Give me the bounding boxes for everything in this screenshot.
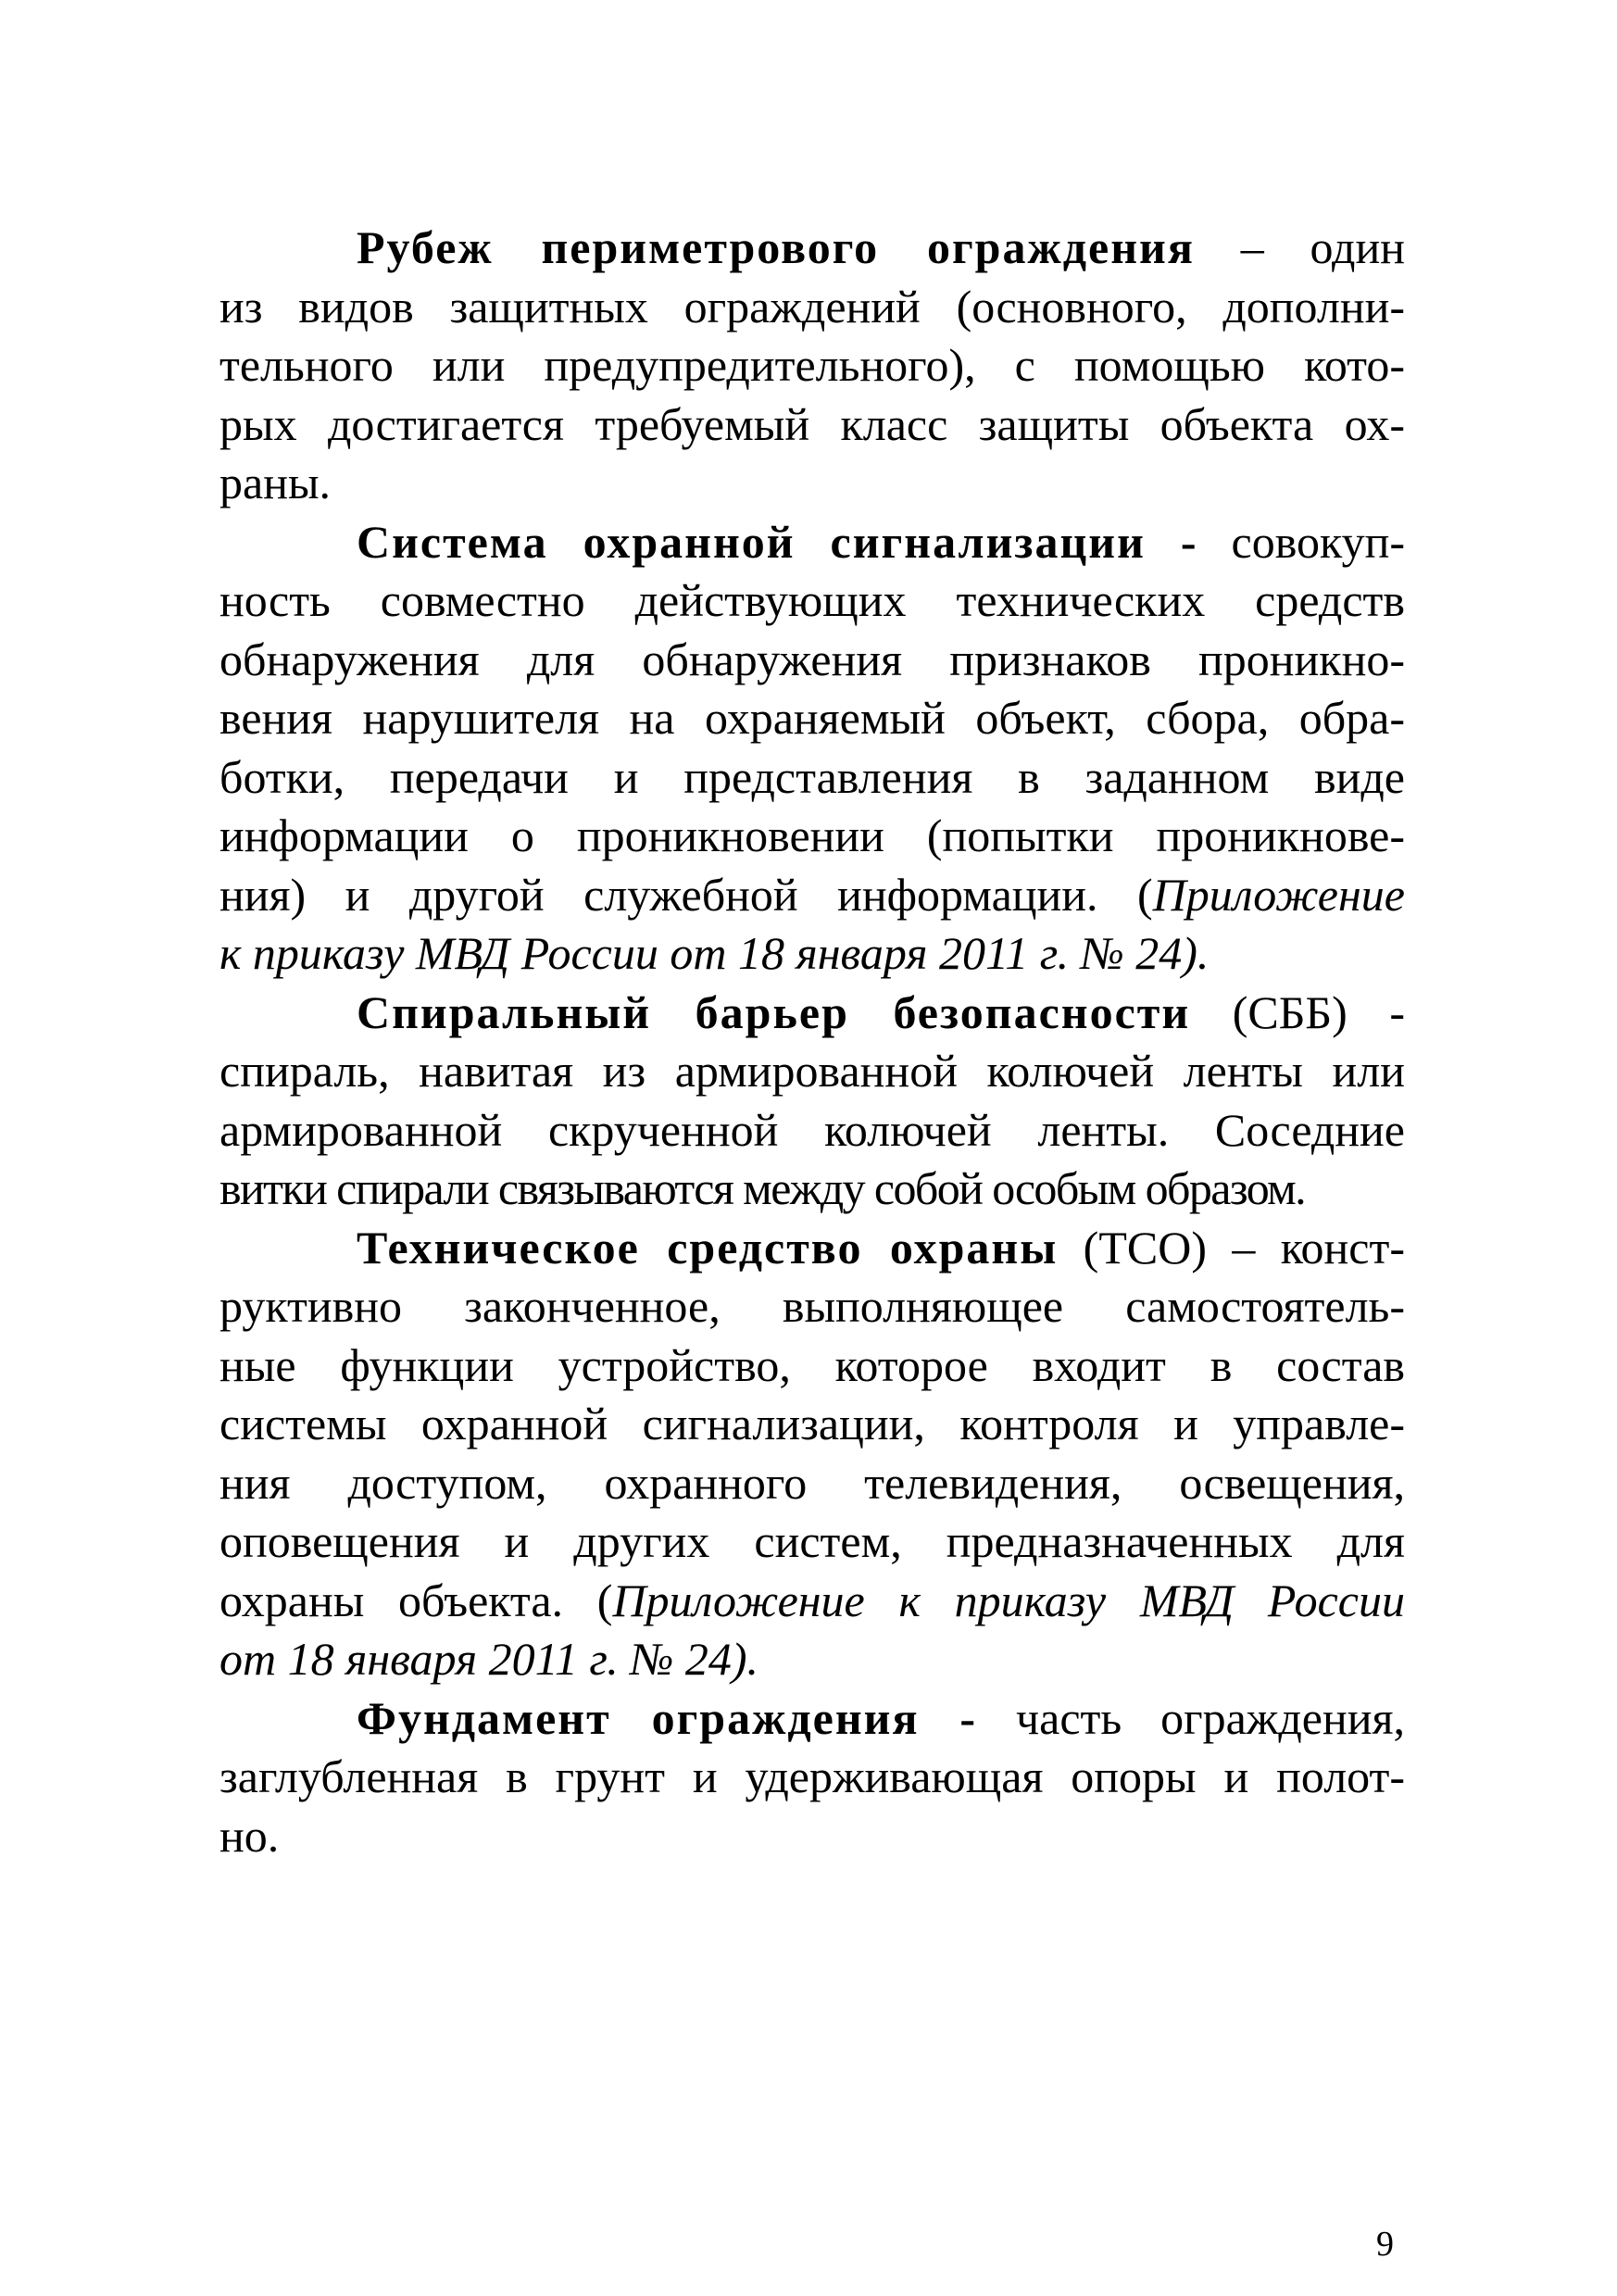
text-line (219, 454, 1405, 513)
text-segment: рых достигается требуемый класс защиты объекта ох- (219, 397, 1405, 450)
text-line (219, 631, 1405, 690)
text-line (219, 1512, 1405, 1572)
text-segment: системы охранной сигнализации, контроля и управле- (219, 1398, 1405, 1449)
text-line (219, 1807, 1405, 1866)
defined-term: Спиральный барьер безопасности (357, 985, 1191, 1038)
definition-paragraph (219, 984, 1405, 1219)
text-segment: (СББ) - (1190, 985, 1405, 1038)
text-line (219, 1630, 1405, 1689)
text-segment: часть ограждения, (977, 1691, 1405, 1744)
text-body (219, 219, 1405, 1865)
text-line (219, 1219, 1405, 1278)
text-segment: ность совместно действующих технических средств (219, 574, 1405, 626)
definition-paragraph (219, 513, 1405, 984)
text-line (219, 513, 1405, 572)
text-line (219, 1454, 1405, 1513)
text-line (219, 1042, 1405, 1101)
text-segment: армированной скрученной колючей ленты. Соседние (219, 1103, 1405, 1156)
text-line (219, 689, 1405, 748)
text-segment: тельного или предупредительного), с помощью кото- (219, 339, 1405, 391)
text-segment: ботки, передачи и представления в заданном виде (219, 750, 1405, 803)
defined-term: Рубеж периметрового ограждения (357, 221, 1195, 273)
definition-paragraph (219, 219, 1405, 513)
text-segment: витки спирали связываются между собой особым образом. (219, 1162, 1306, 1214)
text-line (219, 1689, 1405, 1749)
text-line (219, 395, 1405, 455)
text-segment: вения нарушителя на охраняемый объект, сбора, обра- (219, 692, 1405, 744)
text-segment: руктивно законченное, выполняющее самостоятель- (219, 1280, 1405, 1332)
text-line (219, 571, 1405, 631)
text-line (219, 748, 1405, 808)
text-segment: информации о проникновении (попытки проникнове- (219, 809, 1405, 861)
legal-reference: Приложение (1152, 868, 1405, 921)
text-line (219, 278, 1405, 337)
text-line (219, 1160, 1405, 1219)
text-segment: оповещения и других систем, предназначенных для (219, 1515, 1405, 1567)
text-line (219, 1748, 1405, 1807)
text-line (219, 336, 1405, 395)
text-line (219, 219, 1405, 278)
text-line (219, 807, 1405, 866)
text-segment: ния доступом, охранного телевидения, освещения, (219, 1456, 1405, 1509)
text-segment: заглубленная в грунт и удерживающая опоры и полот- (219, 1750, 1405, 1802)
defined-term: Техническое средство охраны (357, 1221, 1059, 1273)
text-segment: (ТСО) – конст- (1058, 1221, 1405, 1273)
page-number: 9 (1376, 2225, 1394, 2264)
text-segment: но. (219, 1809, 280, 1862)
text-line (219, 1395, 1405, 1454)
legal-reference: Приложение к приказу МВД России (612, 1574, 1406, 1626)
text-segment: ные функции устройство, которое входит в состав (219, 1338, 1405, 1391)
text-segment: – один (1194, 221, 1406, 273)
text-line (219, 1572, 1405, 1631)
defined-term: Фундамент ограждения - (357, 1691, 978, 1744)
legal-reference: от 18 января 2011 г. № 24). (219, 1633, 759, 1685)
text-segment: раны. (219, 457, 332, 508)
text-segment: обнаружения для обнаружения признаков проникно- (219, 633, 1405, 685)
text-line (219, 1101, 1405, 1161)
text-line (219, 924, 1405, 984)
text-line (219, 984, 1405, 1043)
text-segment: ния) и другой служебной информации. ( (219, 868, 1153, 921)
definition-paragraph (219, 1219, 1405, 1689)
legal-reference: к приказу МВД России от 18 января 2011 г. № 24). (219, 927, 1210, 979)
text-segment: спираль, навитая из армированной колючей ленты или (219, 1045, 1405, 1097)
definition-paragraph (219, 1689, 1405, 1866)
text-line (219, 866, 1405, 925)
defined-term: Система охранной сигнализации - (357, 515, 1198, 568)
text-segment: совокуп- (1197, 515, 1405, 568)
text-segment: охраны объекта. ( (219, 1574, 613, 1626)
text-segment: из видов защитных ограждений (основного, дополни- (219, 280, 1405, 332)
text-line (219, 1336, 1405, 1396)
text-line (219, 1277, 1405, 1336)
